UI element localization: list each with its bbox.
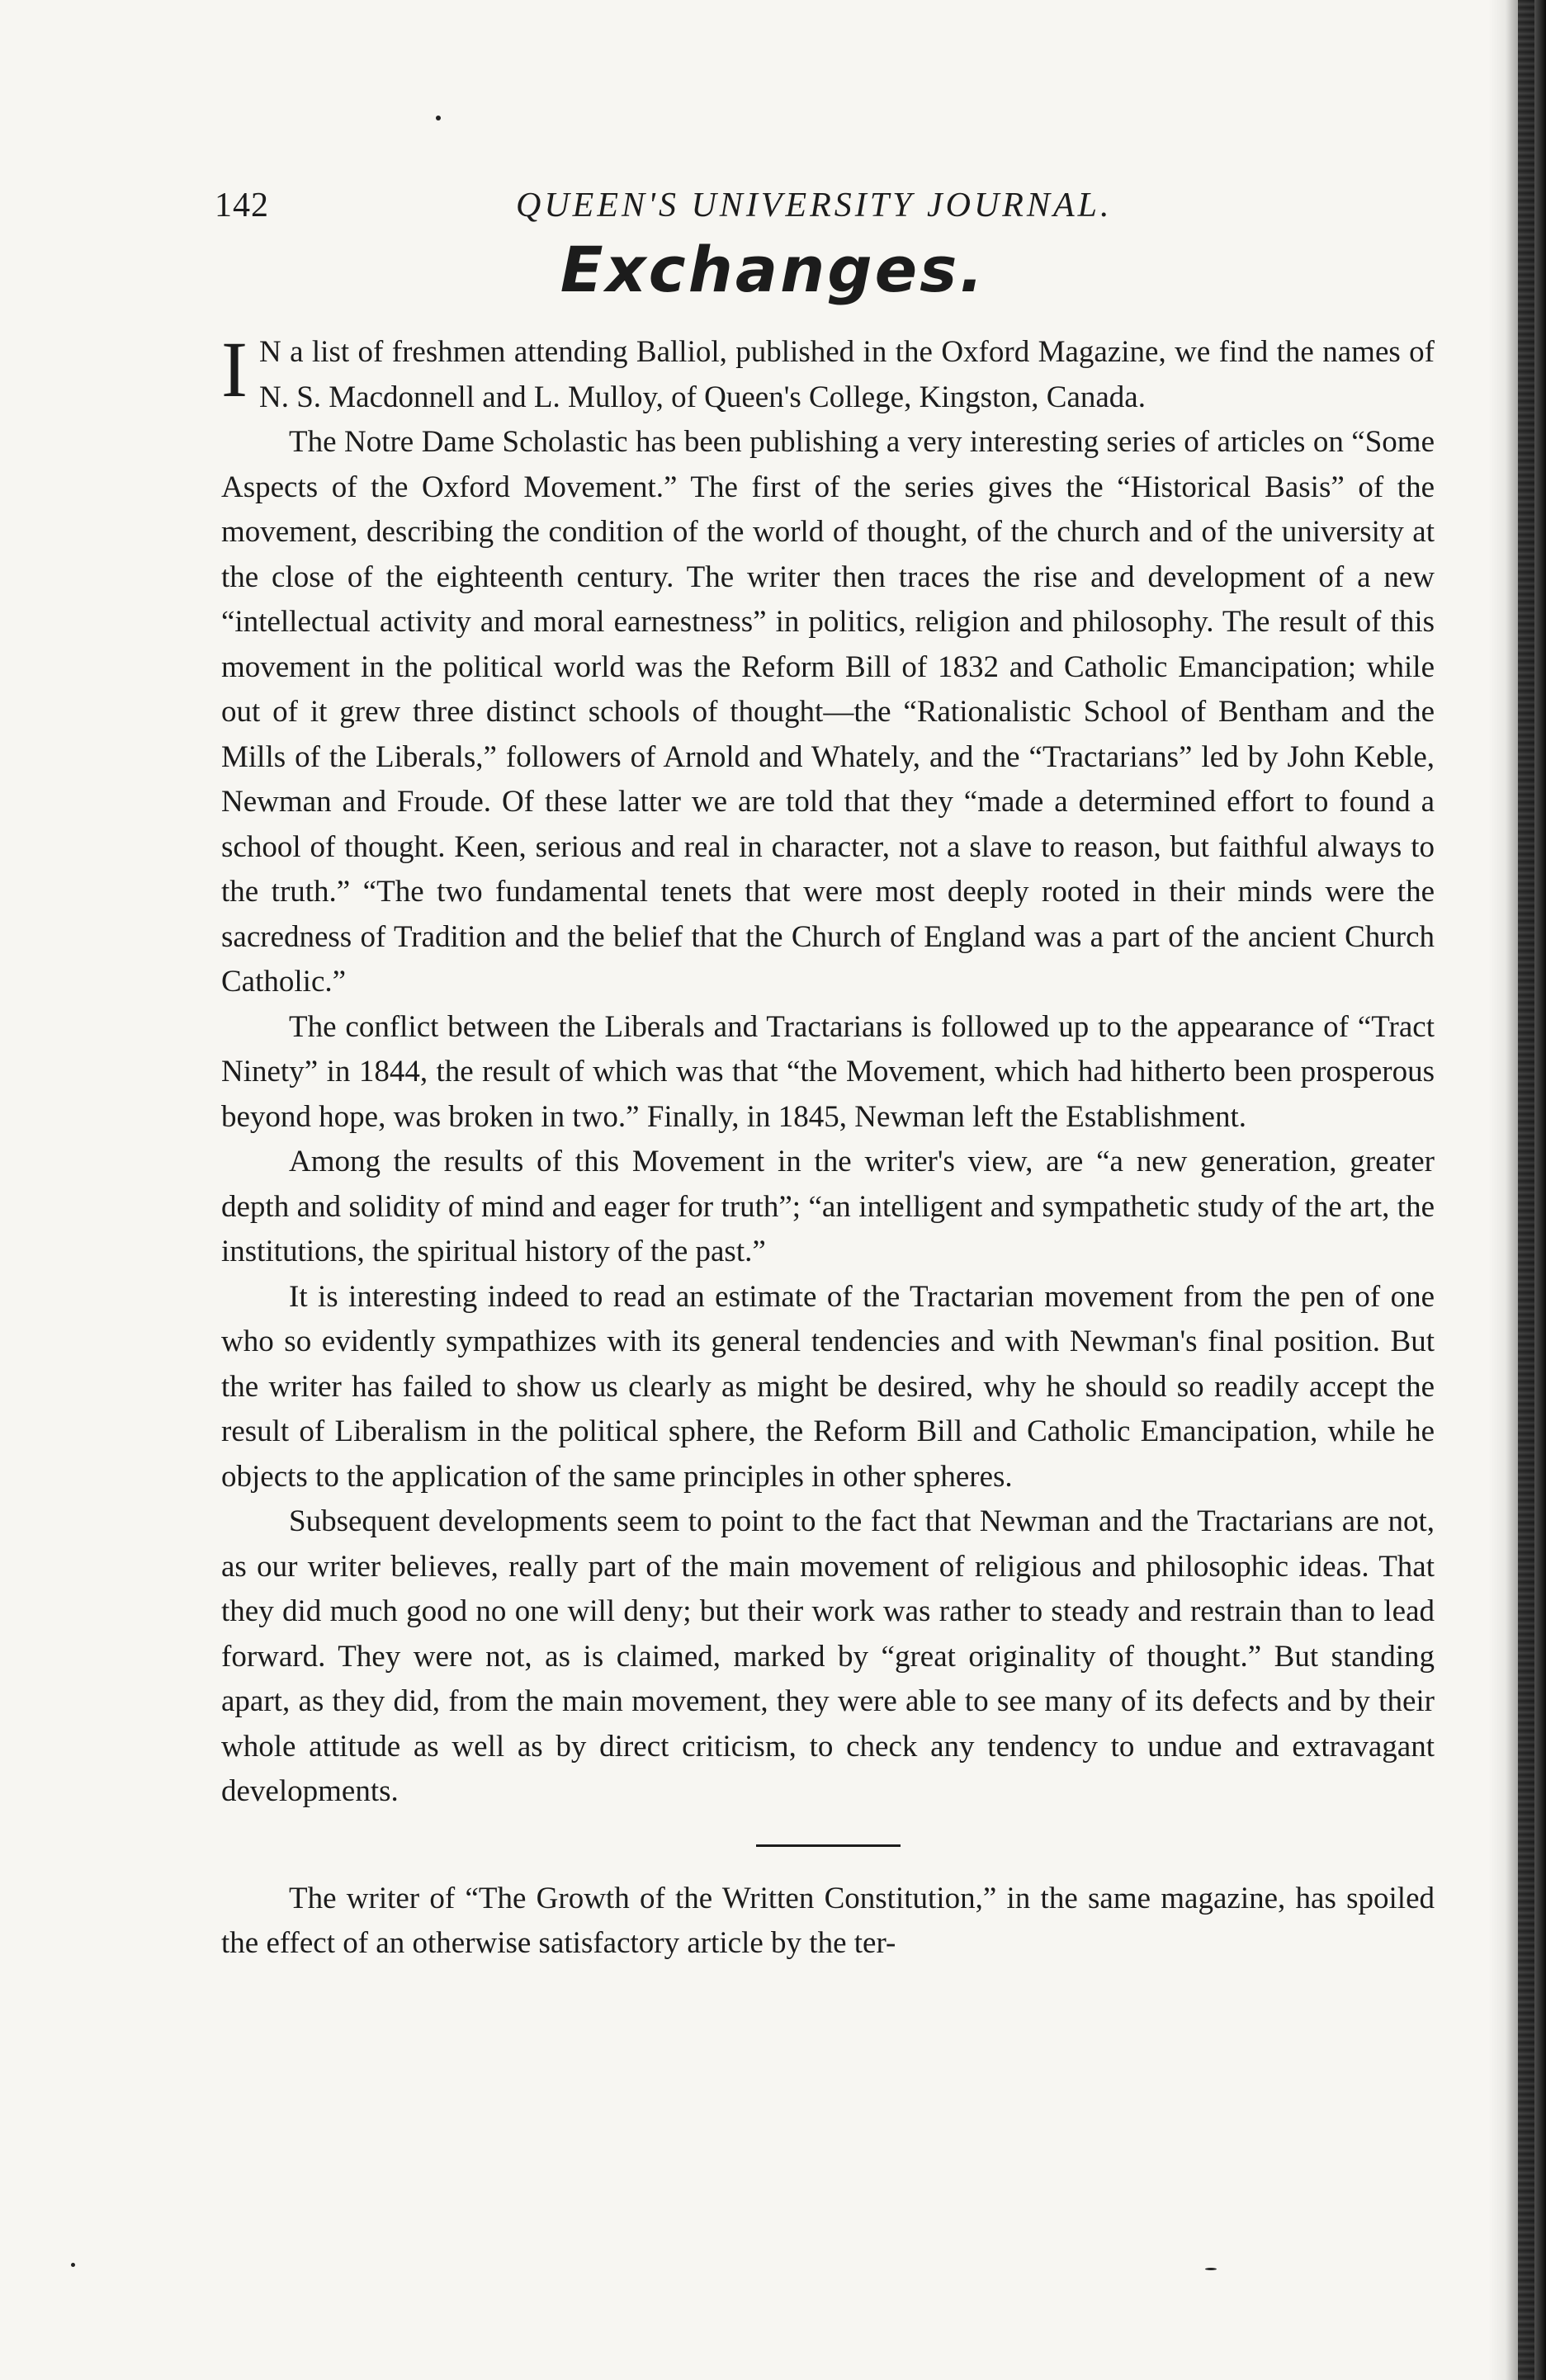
print-speck bbox=[1205, 2268, 1217, 2270]
paragraph bbox=[221, 325, 1435, 420]
section-title: Exchanges. bbox=[560, 233, 986, 306]
paragraph: The conflict between the Liberals and Tractarians is followed up to the appearance of “Tract Ninety” in 1844, the result of which was that “the Movement, which had hitherto been prosperous beyond hope, was broken in two.” Finally, in 1845, Newman left the Establishment. bbox=[221, 1009, 1435, 1134]
print-speck bbox=[71, 2263, 75, 2267]
section-divider bbox=[756, 1844, 901, 1847]
paragraph-text: N a list of freshmen attending Balliol, published in the Oxford Magazine, we find the names of N. S. Macdonnell and L. Mulloy, of Queen's College, Kingston, Canada. bbox=[258, 335, 1435, 414]
paragraph: It is interesting indeed to read an estimate of the Tractarian movement from the pen of one who so evidently sympathizes with its general tendencies and with Newman's final position. But the writer has failed to show us clearly as might be desired, why he should so readily accept the result of Liberalism in the political sphere, the Reform Bill and Catholic Emancipation, while he objects to the application of the same principles in other spheres. bbox=[221, 1279, 1435, 1494]
drop-cap: I bbox=[221, 325, 248, 413]
page-number: 142 bbox=[215, 187, 269, 224]
print-speck bbox=[436, 116, 441, 120]
paragraph: The Notre Dame Scholastic has been publishing a very interesting series of articles on “Some Aspects of the Oxford Movement.” The first of the series gives the “Historical Basis” of the movement, describing the condition of the world of thought, of the church and of the university at the close of the eighteenth century. The writer then traces the rise and development of a new “intellectual activity and moral earnestness” in politics, religion and philosophy. The result of this movement in the political world was the Reform Bill of 1832 and Catholic Emancipation; while out of it grew three distinct schools of thought—the “Rationalistic School of Bentham and the Mills of the Liberals,” followers of Arnold and Whately, and the “Tractarians” led by John Keble, Newman and Froude. Of these latter we are told that they “made a determined effort to found a school of thought. Keen, serious and real in character, not a slave to reason, but faithful always to the truth.” “The two fundamental tenets that were most deeply rooted in their minds were the sacredness of Tradition and the belief that the Church of England was a part of the ancient Church Catholic.” bbox=[221, 425, 1435, 999]
paragraph: The writer of “The Growth of the Written Constitution,” in the same magazine, has spoiled the effect of an otherwise satisfactory article by the ter- bbox=[221, 1881, 1435, 1960]
book-binding-shadow bbox=[1488, 0, 1546, 2380]
paragraph: Among the results of this Movement in the writer's view, are “a new generation, greater depth and solidity of mind and eager for truth”; “an intelligent and sympathetic study of the art, the institutions, the spiritual history of the past.” bbox=[221, 1145, 1435, 1268]
article-body bbox=[221, 325, 1435, 1967]
paragraph: Subsequent developments seem to point to the fact that Newman and the Tractarians are not, as our writer believes, really part of the main movement of religious and philosophic ideas. That they did much good no one will deny; but their work was rather to steady and restrain than to lead forward. They were not, as is claimed, marked by “great originality of thought.” But standing apart, as they did, from the main movement, they were able to see many of its defects and by their whole attitude as well as by direct criticism, to check any tendency to undue and extravagant developments. bbox=[221, 1504, 1435, 1808]
running-head: QUEEN'S UNIVERSITY JOURNAL. bbox=[516, 187, 1113, 224]
book-binding-edge bbox=[1518, 0, 1534, 2380]
